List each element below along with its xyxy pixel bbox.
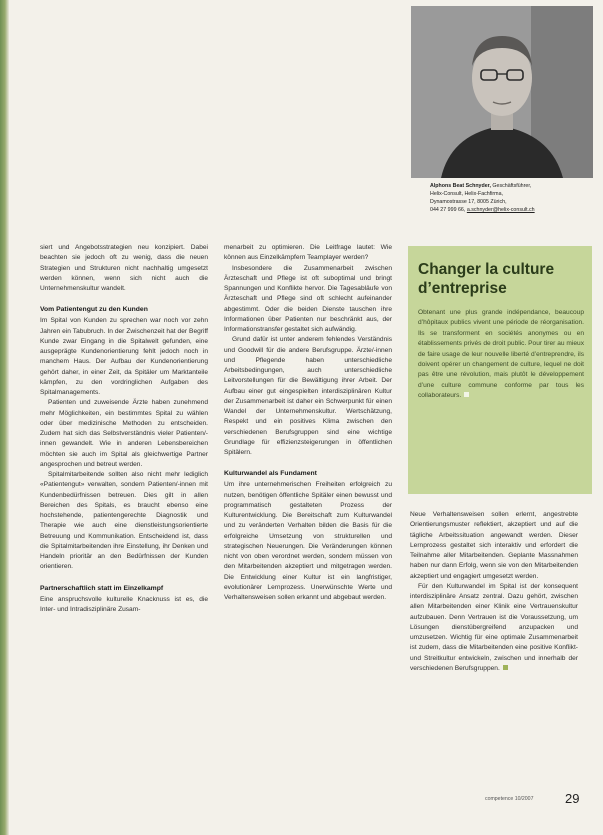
end-mark-icon: [503, 665, 508, 670]
section-heading: Kulturwandel als Fundament: [224, 470, 317, 478]
caption-name: Alphons Beat Schnyder,: [430, 183, 491, 189]
publication-name: competence 10/2007: [485, 796, 534, 802]
paragraph: siert und Angebotsstrategien neu konzipiert. Dabei beachten sie jedoch oft zu wenig, dass die neuen Strategien und Strukturen nicht nachhaltig umgesetzt werden können, wenn sich nicht auch die Unternehmenskultur wandelt.: [40, 244, 208, 292]
caption-role: Geschäftsführer,: [490, 183, 532, 189]
article-column-1: [40, 243, 208, 615]
paragraph: Spitalmitarbeitende sollten also nicht mehr lediglich «Patientengut» verwalten, sondern Patienten/-innen mit Kundenbedürfnissen betreuen. Dies gilt in allen Bereichen des Spitals, es braucht ebenso eine hochstehende, patientengerechte Diagnostik und Therapie wie auch eine dienstleistungsorientierte Betreuung und Kommunikation. Entscheidend ist, dass die Spitalmitarbeitenden ihre Einstellung, ihr Denken und Handeln prioritär an den Bedürfnissen der Kunden orientieren.: [40, 471, 208, 571]
paragraph: Insbesondere die Zusammenarbeit zwischen Ärzteschaft und Pflege ist oft suboptimal und bringt Spannungen und Konflikte hervor. Die Tagesabläufe von Ärzteschaft und Pflege sind oft schlecht aufeinander abgestimmt. Oder die beiden Dienste tauschen ihre Informationen über Patienten nur beschränkt aus, der Informationstransfer gestaltet sich aufwändig.: [224, 264, 392, 333]
paragraph: Eine anspruchsvolle kulturelle Knacknuss ist es, die Inter- und Intradisziplinäre Zusam-: [40, 595, 208, 613]
paragraph: Grund dafür ist unter anderem fehlendes Verständnis und Goodwill für die andere Berufsgruppe. Ärzte/-innen und Pflegende haben unterschiedliche Arbeitsbedingungen, auch unterschiedliche Leitvorstellungen für die Bewältigung ihrer Arbeit. Der Aufbau einer gut eingespielten interdisziplinären Kultur der Zusammenarbeit ist daher ein Schwerpunkt für einen Wandel der Unternehmenskultur. Wertschätzung, Respekt und ein positives Klima zwischen den verschiedenen Berufsgruppen sind eine wichtige Grundlage für effizienzsteigerungen in öffentlichen Spitälern.: [224, 336, 392, 456]
french-summary-box: [408, 246, 592, 494]
article-column-3: [410, 510, 578, 674]
paragraph-text: Für den Kulturwandel im Spital ist der konsequent interdisziplinäre Ansatz zentral. Dazu gehört, zwischen allen Mitarbeitenden einer Klinik eine Vertrauenskultur aufzubauen. Denn Vertrauen ist die Voraussetzung, um Lösungen dienstübergreifend anzupacken und umzusetzen. Wichtig für eine optimale Zusammenarbeit ist zudem, dass die Mitarbeitenden eine positive Konflikt- und Streitkultur entwickeln, zwischen und innerhalb der verschiedenen Berufsgruppen.: [410, 582, 578, 672]
caption-email-link[interactable]: a.schnyder@helix-consult.ch: [466, 207, 535, 213]
paragraph: Patienten und zuweisende Ärzte haben zunehmend mehr Möglichkeiten, ein bestimmtes Spital zu wählen oder über medizinische Methoden zu entscheiden. Zudem hat sich das Selbstverständnis vieler Patienten/-innen gewandelt. Wie in anderen Lebensbereichen möchten sie auch im Spital als gleichwertige Partner angesprochen und betreut werden.: [40, 399, 208, 468]
end-mark-icon: [464, 392, 469, 397]
caption-address: Dynamostrasse 17, 8005 Zürich,: [430, 199, 507, 205]
paragraph: menarbeit zu optimieren. Die Leitfrage lautet: Wie können aus Einzelkämpfern Teamplayer werden?: [224, 244, 392, 262]
author-portrait-photo: [411, 6, 593, 178]
article-column-2: [224, 243, 392, 603]
section-heading: Vom Patientengut zu den Kunden: [40, 306, 148, 314]
caption-company: Helix-Consult, Helix-Fachfirma,: [430, 191, 503, 197]
caption-phone: 044 27 999 66,: [430, 207, 467, 213]
paragraph: Um ihre unternehmerischen Freiheiten erfolgreich zu nutzen, benötigen öffentliche Spitäler einen bewusst und programmatisch gestalteten Prozess der Kulturentwicklung. Die Bereitschaft zum Kulturwandel und zu veränderten Verhalten bilden die Basis für die erfolgreiche Umsetzung von strukturellen und strategischen Neuerungen. Die Veränderungen können nicht von oben verordnet werden, sondern müssen von den Mitarbeitenden akzeptiert und mitgetragen werden. Die Entwicklung einer Kultur ist ein langfristiger, evolutionärer Lernprozess. Unerwünschte Werte und Verhaltensweisen sollen erkannt und abgebaut werden.: [224, 481, 392, 601]
summary-text: Obtenant une plus grande indépendance, beaucoup d’hôpitaux publics vivent une période de réorganisation. Ils se transforment en sociétés anonymes ou en établissements privés de droit public. Pour tirer au mieux de faire usage de leur nouvelle liberté d’entreprendre, ils doivent opérer un changement de culture, lequel ne doit pas être une révolution, mais plutôt le développement d’une culture commune conforme par tous les collaborateurs.: [418, 309, 584, 400]
section-heading: Partnerschaftlich statt im Einzelkampf: [40, 584, 164, 592]
paragraph: [410, 582, 578, 674]
page-edge-decoration: [0, 0, 9, 835]
photo-caption: [430, 182, 595, 214]
paragraph: Im Spital von Kunden zu sprechen war noch vor zehn Jahren ein Tabubruch. In der Zwischenzeit hat der Begriff Kunde zwar Eingang in die Spitalwelt gefunden, eine ausgeprägte Kundenorientierung fehlt jedoch noch in manchem Haus. Der Aufbau der Kundenorientierung gehört daher, in einer Zeit, da Spitäler um Marktanteile kämpfen, zu den vordringlichen Aufgaben des Spitalmanagements.: [40, 317, 208, 396]
page-number: 29: [565, 791, 580, 806]
summary-body: [418, 308, 584, 402]
paragraph: Neue Verhaltensweisen sollen erlernt, angestrebte Orientierungsmuster reflektiert, akzeptiert und auf die tägliche Arbeitssituation angewandt werden. Dieser Lernprozess gestaltet sich interaktiv und erfordert die Teilnahme aller Mitarbeitenden. Geplante Massnahmen haben nur dann Erfolg, wenn sie von den Mitarbeitenden akzeptiert und engagiert umgesetzt werden.: [410, 511, 578, 580]
summary-heading: Changer la culture d’entreprise: [418, 261, 555, 297]
